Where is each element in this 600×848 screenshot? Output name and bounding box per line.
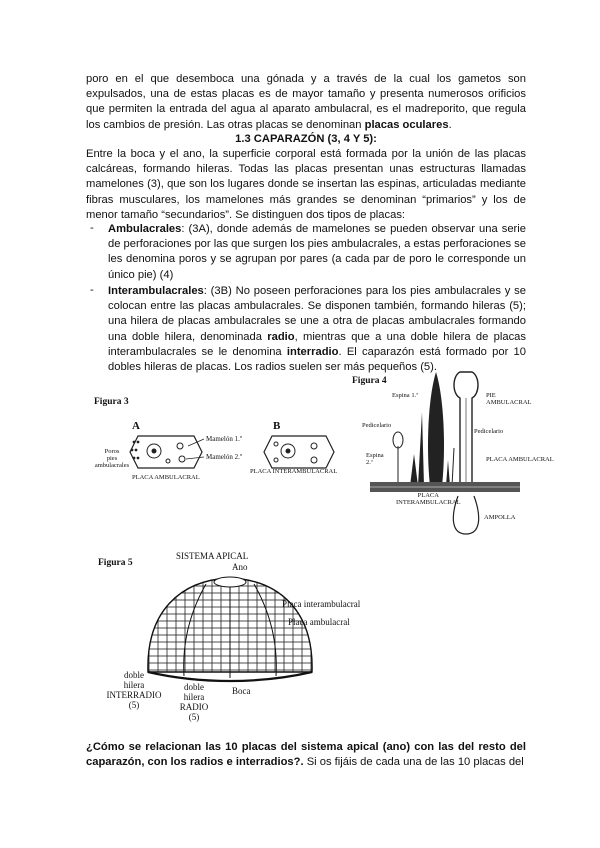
fig4-espina2 bbox=[366, 452, 384, 466]
fig5-doble1: doble bbox=[124, 670, 144, 680]
item2-t2: , mientras que a una doble hilera de placas interambulacrales se le denomina bbox=[108, 330, 526, 358]
fig4-pedicelario2: Pedicelario bbox=[474, 428, 504, 435]
fig5-sistema: SISTEMA APICAL bbox=[176, 551, 249, 561]
item1-bold: Ambulacrales bbox=[108, 223, 182, 235]
p1-line3: entrada del agua al aparato ambulacral, es el madreporito, que regula los cambios de bbox=[86, 103, 526, 131]
list-dash-1: - bbox=[90, 222, 94, 234]
fig4-ambulacral-text: AMBULACRAL bbox=[486, 399, 532, 406]
item2-t1: : (3B) No poseen perforaciones para los pies ambulacrales y se colocan entre las placas ambulacrales. Se disponen también, formando hileras (5); una hilera de placas ambulacrales se une a otra de placas ambulacrales formando una doble hilera, denominada bbox=[108, 285, 526, 343]
item2-b3: interradio bbox=[286, 345, 339, 358]
fig5-interradio-label bbox=[104, 670, 164, 710]
fig4-placa1: PLACA bbox=[417, 492, 439, 499]
fig4-pedicelario: Pedicelario bbox=[362, 422, 392, 429]
fig4-pie-text: PIE bbox=[486, 392, 496, 399]
paragraph-caparazon: Entre la boca y el ano, la superficie corporal está formada por la unión de las placas calcáreas, formando hileras. Todas las placas presentan unas estructuras llamadas mamelones (3), que son los lugares donde se insertan las espinas, articuladas mediante fibras musculares, los mamelones más grandes se denominan “primarios” y los de menor tamaño “secundarios”. Se distinguen dos tipos de placas: bbox=[86, 148, 526, 221]
fig5-cinco1: (5) bbox=[128, 700, 140, 710]
fig5-cinco2: (5) bbox=[188, 712, 200, 722]
fig3-ambulacrales-text: ambulacrales bbox=[94, 462, 130, 469]
fig3-placa-amb: PLACA AMBULACRAL bbox=[132, 474, 200, 481]
fig4-title: Figura 4 bbox=[352, 376, 387, 386]
fig5-ano: Ano bbox=[232, 562, 248, 572]
fig4-placa2: INTERAMBULACRAL bbox=[396, 499, 461, 506]
list-dash-2: - bbox=[90, 284, 94, 296]
fig4-ampolla: AMPOLLA bbox=[484, 514, 516, 521]
fig5-hilera1: hilera bbox=[123, 680, 145, 690]
fig5-radio: RADIO bbox=[179, 702, 209, 712]
section-heading: 1.3 CAPARAZÓN (3, 4 Y 5): bbox=[235, 133, 377, 145]
fig4-placa-inter bbox=[396, 492, 461, 506]
fig3-label-a: A bbox=[132, 420, 140, 432]
list-item-interambulacrales bbox=[108, 284, 526, 375]
fig5-drawing bbox=[140, 572, 320, 682]
p1-end: . bbox=[448, 118, 452, 131]
fig3-mamelon1: Mamelón 1.º bbox=[206, 435, 242, 443]
fig5-title: Figura 5 bbox=[98, 558, 133, 568]
p1-line1: poro en el que desemboca una gónada y a través de la cual los gametos son expulsados, bbox=[86, 73, 526, 101]
item2-bold: Interambulacrales bbox=[108, 285, 204, 297]
fig4-espina2-b: 2.ª bbox=[366, 459, 373, 466]
fig4-espina2-a: Espina bbox=[366, 452, 384, 459]
question-text: Si os fijáis de cada una de las 10 placas del bbox=[303, 756, 524, 769]
fig3-pies-text: pies bbox=[106, 455, 118, 462]
fig4-espina1: Espina 1.ª bbox=[392, 392, 418, 399]
question-bold: ¿Cómo se relacionan las 10 placas del sistema apical (ano) con las del resto del caparazón, con los radios e interradios?. bbox=[86, 741, 526, 769]
paragraph-gonada bbox=[86, 72, 526, 133]
p1-line4: presión. Las otras placas se denominan bbox=[163, 118, 365, 131]
fig4-placa-amb: PLACA AMBULACRAL bbox=[486, 456, 554, 463]
fig3-label-b: B bbox=[273, 420, 281, 432]
fig5-placa-amb: Placa ambulacral bbox=[288, 617, 350, 627]
fig5-radio-label bbox=[164, 682, 224, 722]
fig3-placa-inter: PLACA INTERAMBULACRAL bbox=[250, 468, 338, 475]
p1-bold: placas oculares bbox=[364, 118, 449, 131]
item2-b2: radio bbox=[267, 330, 295, 343]
fig5-placa-inter: Placa interambulacral bbox=[282, 599, 361, 609]
fig5-doble2: doble bbox=[184, 682, 204, 692]
list-item-ambulacrales bbox=[108, 222, 526, 283]
fig3-title: Figura 3 bbox=[94, 397, 129, 407]
fig3-mamelon2: Mamelón 2.º bbox=[206, 453, 242, 461]
item1-text: : (3A), donde además de mamelones se pueden observar una serie de perforaciones por las que surgen los pies ambulacrales, a estas perforaciones se les denomina poros y se agrupan por pares (a cada par de poro le corresponde un único pie) (4) bbox=[108, 223, 526, 281]
p1-line2: una de estas placas es de mayor tamaño y presenta numerosos orificios que permiten la bbox=[86, 88, 527, 116]
fig5-boca: Boca bbox=[232, 686, 251, 696]
question-paragraph bbox=[86, 740, 526, 770]
fig3-poros-text: Poros bbox=[104, 448, 120, 455]
item2-t3: . El caparazón está formado por 10 dobles hileras de placas. Los radios suelen ser más pequeños (5). bbox=[108, 345, 526, 374]
fig3-poros bbox=[92, 448, 132, 469]
fig5-hilera2: hilera bbox=[183, 692, 205, 702]
fig5-interradio: INTERRADIO bbox=[106, 690, 162, 700]
fig4-pie bbox=[486, 392, 532, 406]
